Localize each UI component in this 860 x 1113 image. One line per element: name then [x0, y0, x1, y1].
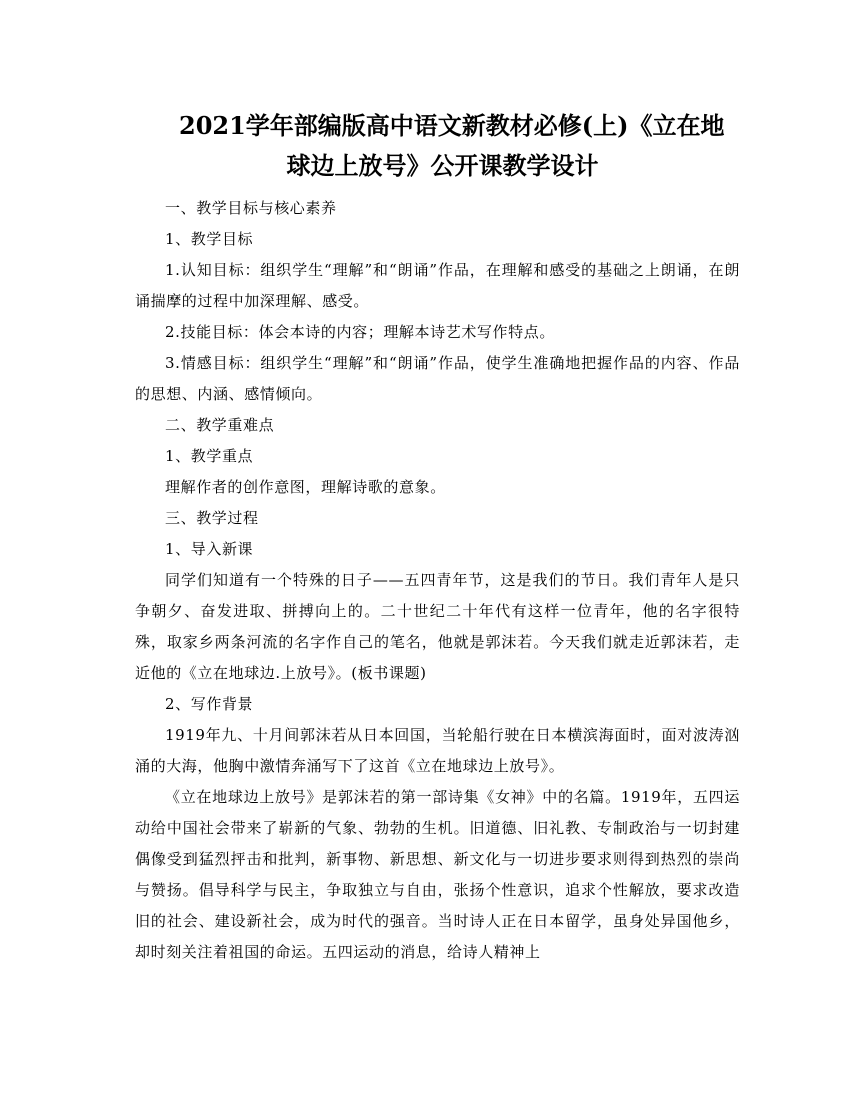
title-line-1: 2021学年部编版高中语文新教材必修(上)《立在地	[179, 111, 725, 140]
subsection-heading: 1、导入新课	[165, 540, 254, 558]
subsection-heading: 2、写作背景	[165, 695, 254, 713]
paragraph: 同学们知道有一个特殊的日子——五四青年节，这是我们的节日。我们青年人是只争朝夕、奋发进取、拼搏向上的。二十世纪二十年代有这样一位青年，他的名字很特殊，取家乡两条河流的名字作自己的笔名，他就是郭沫若。今天我们就走近郭沫若，走近他的《立在地球边.上放号》。(板书课题)	[135, 571, 740, 682]
section-heading: 二、教学重难点	[165, 416, 275, 434]
paragraph: 理解作者的创作意图，理解诗歌的意象。	[165, 478, 446, 496]
paragraph: 3.情感目标：组织学生“理解”和“朗诵”作品，使学生准确地把握作品的内容、作品的思想、内涵、感情倾向。	[135, 354, 740, 403]
paragraph: 2.技能目标：体会本诗的内容；理解本诗艺术写作特点。	[165, 323, 555, 341]
title-line-2: 球边上放号》公开课教学设计	[286, 151, 599, 180]
section-heading: 三、教学过程	[165, 509, 259, 527]
subsection-heading: 1、教学重点	[165, 447, 254, 465]
document-title	[135, 106, 740, 186]
paragraph: 1919年九、十月间郭沫若从日本回国，当轮船行驶在日本横滨海面时，面对波涛汹涌的大海，他胸中激情奔涌写下了这首《立在地球边上放号》。	[135, 726, 740, 775]
paragraph: 《立在地球边上放号》是郭沫若的第一部诗集《女神》中的名篇。1919年，五四运动给中国社会带来了崭新的气象、勃勃的生机。旧道德、旧礼教、专制政治与一切封建偶像受到猛烈抨击和批判，新事物、新思想、新文化与一切进步要求则得到热烈的崇尚与赞扬。倡导科学与民主，争取独立与自由，张扬个性意识，追求个性解放，要求改造旧的社会、建设新社会，成为时代的强音。当时诗人正在日本留学，虽身处异国他乡，却时刻关注着祖国的命运。五四运动的消息，给诗人精神上	[135, 788, 740, 961]
document-body	[135, 193, 740, 968]
subsection-heading: 1、教学目标	[165, 230, 254, 248]
section-heading: 一、教学目标与核心素养	[165, 199, 337, 217]
paragraph: 1.认知目标：组织学生“理解”和“朗诵”作品，在理解和感受的基础之上朗诵，在朗诵揣摩的过程中加深理解、感受。	[135, 261, 740, 310]
